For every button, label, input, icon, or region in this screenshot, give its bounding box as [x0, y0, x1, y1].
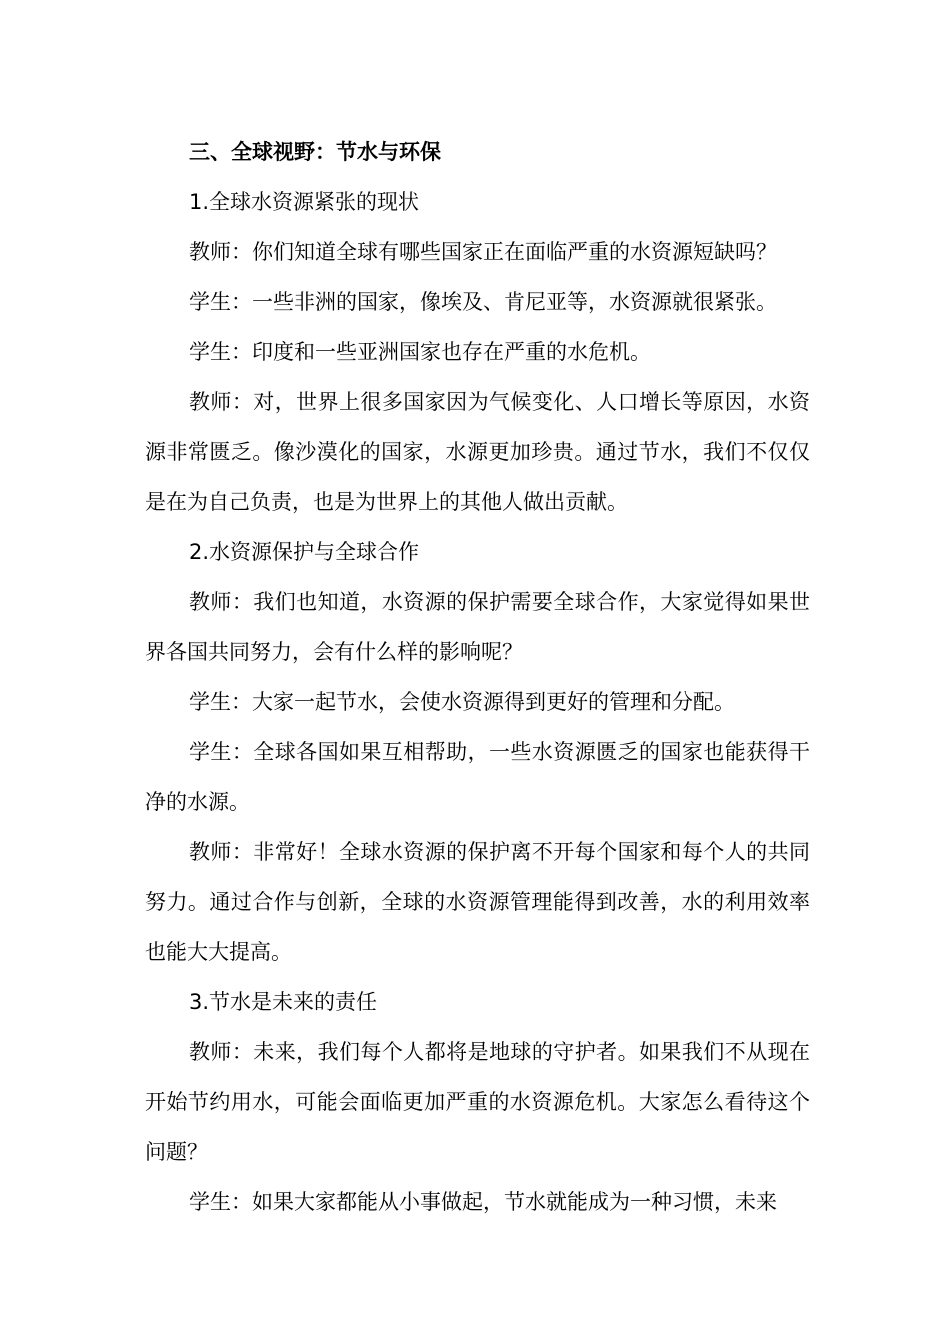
dialogue-paragraph: 学生：印度和一些亚洲国家也存在严重的水危机。	[189, 340, 651, 364]
dialogue-paragraph: 教师：你们知道全球有哪些国家正在面临严重的水资源短缺吗？	[189, 240, 777, 264]
dialogue-paragraph: 学生：大家一起节水，会使水资源得到更好的管理和分配。	[189, 690, 735, 714]
dialogue-paragraph: 学生：一些非洲的国家，像埃及、肯尼亚等，水资源就很紧张。	[189, 290, 777, 314]
subheading-future-responsibility: 3.节水是未来的责任	[189, 990, 378, 1014]
section-title: 三、全球视野：节水与环保	[189, 140, 441, 164]
dialogue-paragraph: 教师：我们也知道，水资源的保护需要全球合作，大家觉得如果世界各国共同努力，会有什么样的影响呢？	[145, 590, 810, 664]
dialogue-paragraph: 学生：全球各国如果互相帮助，一些水资源匮乏的国家也能获得干净的水源。	[145, 740, 810, 814]
dialogue-paragraph: 教师：对，世界上很多国家因为气候变化、人口增长等原因，水资源非常匮乏。像沙漠化的国家，水源更加珍贵。通过节水，我们不仅仅是在为自己负责，也是为世界上的其他人做出贡献。	[145, 390, 810, 514]
dialogue-paragraph: 教师：非常好！全球水资源的保护离不开每个国家和每个人的共同努力。通过合作与创新，全球的水资源管理能得到改善，水的利用效率也能大大提高。	[145, 840, 810, 964]
document-body	[145, 127, 810, 1227]
subheading-global-cooperation: 2.水资源保护与全球合作	[189, 540, 420, 564]
subheading-global-water-status: 1.全球水资源紧张的现状	[189, 190, 420, 214]
dialogue-paragraph: 学生：如果大家都能从小事做起，节水就能成为一种习惯，未来	[189, 1190, 777, 1214]
dialogue-paragraph: 教师：未来，我们每个人都将是地球的守护者。如果我们不从现在开始节约用水，可能会面临更加严重的水资源危机。大家怎么看待这个问题？	[145, 1040, 810, 1164]
